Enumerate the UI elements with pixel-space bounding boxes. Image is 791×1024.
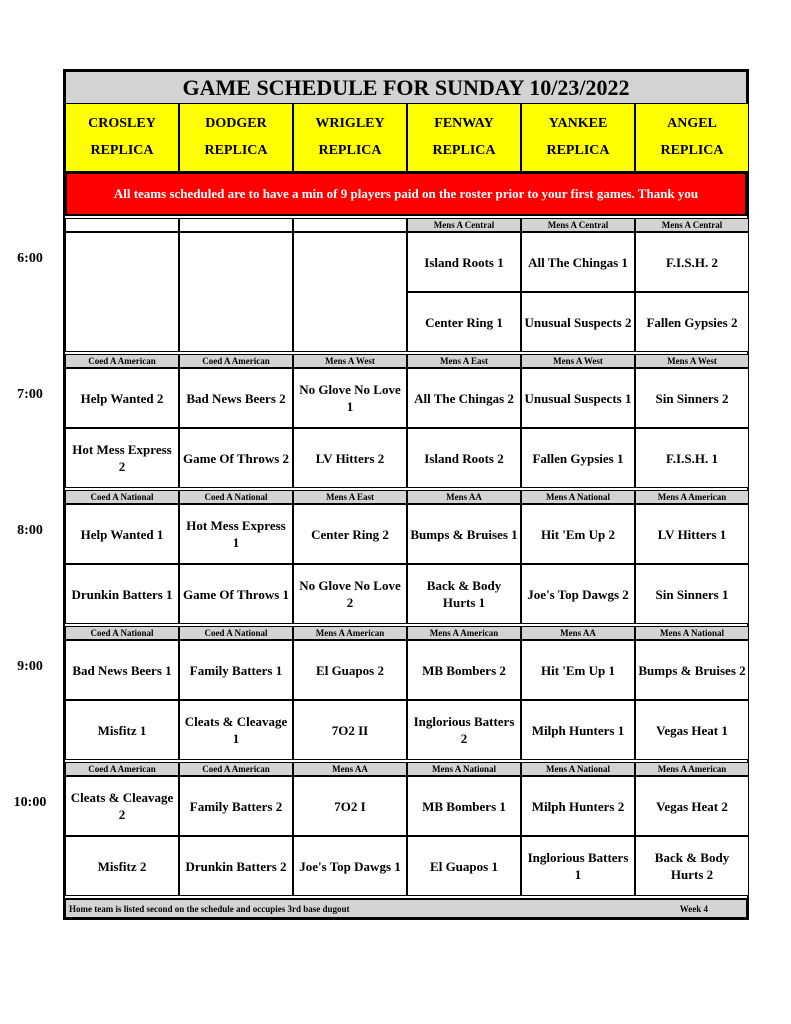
game-team-bottom: Fallen Gypsies 1 <box>521 428 635 488</box>
game-team-bottom: 7O2 II <box>293 700 407 760</box>
field-subtitle: REPLICA <box>660 143 724 159</box>
game-team-top: LV Hitters 1 <box>635 504 749 564</box>
game-team-top: Bumps & Bruises 1 <box>407 504 521 564</box>
game-team-bottom: Vegas Heat 1 <box>635 700 749 760</box>
division-label: Mens A East <box>407 354 521 368</box>
footer-bar <box>65 898 747 918</box>
field-header <box>635 103 749 172</box>
game-team-bottom: Inglorious Batters 2 <box>407 700 521 760</box>
game-team-top: Bad News Beers 2 <box>179 368 293 428</box>
division-label: Coed A National <box>65 626 179 640</box>
division-label <box>179 218 293 232</box>
game-team-bottom: Cleats & Cleavage 1 <box>179 700 293 760</box>
field-name: CROSLEY <box>88 115 156 131</box>
game-team-top: All The Chingas 1 <box>521 232 635 292</box>
division-label: Mens A National <box>635 626 749 640</box>
division-label: Mens A West <box>293 354 407 368</box>
game-team-top: Center Ring 2 <box>293 504 407 564</box>
roster-notice: All teams scheduled are to have a min of 9 players paid on the roster prior to your first games. Thank you <box>65 172 747 216</box>
empty-slot <box>65 232 179 352</box>
field-name: WRIGLEY <box>315 115 385 131</box>
home-team-note: Home team is listed second on the schedule and occupies 3rd base dugout <box>69 903 350 914</box>
division-label: Mens A Central <box>635 218 749 232</box>
game-team-bottom: El Guapos 1 <box>407 836 521 896</box>
division-label: Mens A East <box>293 490 407 504</box>
division-label <box>293 218 407 232</box>
game-team-bottom: Game Of Throws 2 <box>179 428 293 488</box>
game-team-top: All The Chingas 2 <box>407 368 521 428</box>
division-label: Mens AA <box>293 762 407 776</box>
division-label: Coed A American <box>179 354 293 368</box>
field-header <box>65 103 179 172</box>
field-subtitle: REPLICA <box>432 143 496 159</box>
division-label: Mens A American <box>407 626 521 640</box>
field-subtitle: REPLICA <box>318 143 382 159</box>
game-team-top: No Glove No Love 1 <box>293 368 407 428</box>
game-team-bottom: Island Roots 2 <box>407 428 521 488</box>
division-label: Mens A National <box>521 490 635 504</box>
game-team-top: Island Roots 1 <box>407 232 521 292</box>
game-team-bottom: Inglorious Batters 1 <box>521 836 635 896</box>
division-label: Coed A National <box>179 626 293 640</box>
field-subtitle: REPLICA <box>546 143 610 159</box>
game-team-top: Family Batters 1 <box>179 640 293 700</box>
game-team-bottom: Game Of Throws 1 <box>179 564 293 624</box>
game-team-bottom: Back & Body Hurts 1 <box>407 564 521 624</box>
game-team-bottom: Misfitz 1 <box>65 700 179 760</box>
game-team-top: Family Batters 2 <box>179 776 293 836</box>
game-team-bottom: Fallen Gypsies 2 <box>635 292 749 352</box>
game-team-bottom: Drunkin Batters 2 <box>179 836 293 896</box>
field-header <box>293 103 407 172</box>
division-label: Coed A American <box>65 354 179 368</box>
division-label: Mens AA <box>521 626 635 640</box>
game-team-top: Bumps & Bruises 2 <box>635 640 749 700</box>
game-team-top: Hot Mess Express 1 <box>179 504 293 564</box>
time-label: 6:00 <box>17 251 43 266</box>
field-header <box>407 103 521 172</box>
game-team-top: El Guapos 2 <box>293 640 407 700</box>
page-title: GAME SCHEDULE FOR SUNDAY 10/23/2022 <box>65 71 747 105</box>
field-header <box>179 103 293 172</box>
division-label: Mens A Central <box>521 218 635 232</box>
field-header <box>521 103 635 172</box>
game-team-bottom: Milph Hunters 1 <box>521 700 635 760</box>
empty-slot <box>179 232 293 352</box>
game-team-bottom: LV Hitters 2 <box>293 428 407 488</box>
division-label: Mens A American <box>293 626 407 640</box>
game-team-top: Sin Sinners 2 <box>635 368 749 428</box>
division-label: Coed A National <box>179 490 293 504</box>
game-team-top: Milph Hunters 2 <box>521 776 635 836</box>
game-team-top: F.I.S.H. 2 <box>635 232 749 292</box>
game-team-top: MB Bombers 2 <box>407 640 521 700</box>
game-team-top: 7O2 I <box>293 776 407 836</box>
time-label: 10:00 <box>13 795 47 810</box>
division-label: Mens A National <box>407 762 521 776</box>
game-team-bottom: Joe's Top Dawgs 1 <box>293 836 407 896</box>
game-team-bottom: No Glove No Love 2 <box>293 564 407 624</box>
game-team-top: Vegas Heat 2 <box>635 776 749 836</box>
game-team-bottom: F.I.S.H. 1 <box>635 428 749 488</box>
division-label: Coed A American <box>65 762 179 776</box>
game-team-top: Help Wanted 1 <box>65 504 179 564</box>
time-label: 9:00 <box>17 659 43 674</box>
schedule-sheet <box>63 69 749 920</box>
time-label: 8:00 <box>17 523 43 538</box>
division-label: Mens A National <box>521 762 635 776</box>
game-team-bottom: Center Ring 1 <box>407 292 521 352</box>
division-label <box>65 218 179 232</box>
division-label: Mens A Central <box>407 218 521 232</box>
division-label: Mens A American <box>635 762 749 776</box>
game-team-top: Help Wanted 2 <box>65 368 179 428</box>
division-label: Coed A American <box>179 762 293 776</box>
game-team-top: Bad News Beers 1 <box>65 640 179 700</box>
game-team-bottom: Joe's Top Dawgs 2 <box>521 564 635 624</box>
field-name: ANGEL <box>667 115 717 131</box>
field-name: FENWAY <box>434 115 494 131</box>
week-label: Week 4 <box>679 904 708 914</box>
game-team-top: Cleats & Cleavage 2 <box>65 776 179 836</box>
game-team-bottom: Hot Mess Express 2 <box>65 428 179 488</box>
division-label: Mens A West <box>635 354 749 368</box>
field-subtitle: REPLICA <box>90 143 154 159</box>
game-team-top: MB Bombers 1 <box>407 776 521 836</box>
game-team-bottom: Unusual Suspects 2 <box>521 292 635 352</box>
game-team-top: Hit 'Em Up 2 <box>521 504 635 564</box>
game-team-bottom: Misfitz 2 <box>65 836 179 896</box>
empty-slot <box>293 232 407 352</box>
field-subtitle: REPLICA <box>204 143 268 159</box>
game-team-top: Unusual Suspects 1 <box>521 368 635 428</box>
field-name: YANKEE <box>548 115 608 131</box>
game-team-bottom: Back & Body Hurts 2 <box>635 836 749 896</box>
game-team-bottom: Sin Sinners 1 <box>635 564 749 624</box>
division-label: Mens A American <box>635 490 749 504</box>
field-name: DODGER <box>205 115 267 131</box>
game-team-top: Hit 'Em Up 1 <box>521 640 635 700</box>
division-label: Mens A West <box>521 354 635 368</box>
division-label: Mens AA <box>407 490 521 504</box>
division-label: Coed A National <box>65 490 179 504</box>
game-team-bottom: Drunkin Batters 1 <box>65 564 179 624</box>
time-label: 7:00 <box>17 387 43 402</box>
